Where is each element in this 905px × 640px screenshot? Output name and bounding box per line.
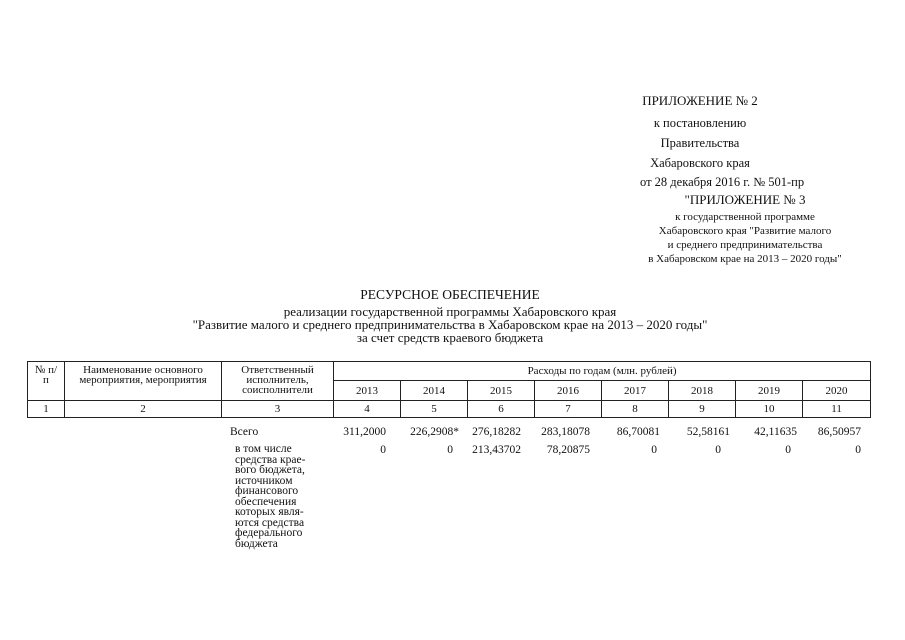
- row-total-value: 42,11635: [754, 426, 797, 438]
- header-year: 2016: [535, 381, 602, 401]
- column-number: 1: [28, 401, 65, 418]
- header-year: 2020: [803, 381, 871, 401]
- row-total-value: 283,18078: [541, 426, 590, 438]
- row-sub-value: 0: [447, 444, 453, 456]
- appendix-3-block: [620, 192, 870, 264]
- column-number: 3: [222, 401, 334, 418]
- row-total-value: 311,2000: [343, 426, 386, 438]
- document-subtitle: [110, 305, 790, 344]
- subtitle-line-1: реализации государственной программы Хабаровского края: [283, 304, 617, 319]
- row-sub-value: 0: [380, 444, 386, 456]
- column-number: 4: [334, 401, 401, 418]
- appendix-2-title: ПРИЛОЖЕНИЕ № 2: [642, 93, 758, 108]
- row-sub-value: 0: [715, 444, 721, 456]
- row-sub-value: 0: [651, 444, 657, 456]
- appendix-2-line-1: к постановлению: [653, 116, 747, 130]
- header-year: 2013: [334, 381, 401, 401]
- appendix-2-line-3: Хабаровского края: [650, 156, 750, 170]
- header-year: 2015: [468, 381, 535, 401]
- header-year: 2019: [736, 381, 803, 401]
- document-title: РЕСУРСНОЕ ОБЕСПЕЧЕНИЕ: [360, 287, 540, 302]
- row-sub-value: 0: [855, 444, 861, 456]
- row-total-value: 226,2908*: [410, 426, 459, 438]
- row-total-value: 86,50957: [817, 426, 861, 438]
- subtitle-line-3: за счет средств краевого бюджета: [356, 330, 544, 345]
- row-sub-value: 213,43702: [472, 444, 521, 456]
- resource-table: [27, 361, 871, 418]
- header-number: № п/п: [28, 362, 65, 401]
- appendix-2-date: от 28 декабря 2016 г. № 501-пр: [640, 175, 805, 189]
- row-total-value: 86,70081: [616, 426, 660, 438]
- appendix-3-line-1: к государственной программе: [675, 211, 815, 223]
- appendix-3-line-2: Хабаровского края "Развитие малого: [658, 225, 832, 237]
- header-expenses-by-year: Расходы по годам (млн. рублей): [334, 362, 871, 381]
- column-number: 9: [669, 401, 736, 418]
- column-number: 11: [803, 401, 871, 418]
- appendix-3-line-3: и среднего предпринимательства: [667, 239, 823, 251]
- column-number: 5: [401, 401, 468, 418]
- header-year: 2014: [401, 381, 468, 401]
- header-year: 2018: [669, 381, 736, 401]
- row-sub-value: 0: [785, 444, 791, 456]
- header-year: 2017: [602, 381, 669, 401]
- row-total-value: 52,58161: [686, 426, 730, 438]
- appendix-2-line-2: Правительства: [660, 136, 740, 150]
- appendix-3-line-4: в Хабаровском крае на 2013 – 2020 годы": [648, 253, 842, 265]
- header-responsible: Ответственный исполнитель, соисполнители: [222, 362, 334, 401]
- row-total-label: Всего: [230, 426, 259, 438]
- appendix-2-block: [640, 93, 805, 190]
- appendix-3-title: "ПРИЛОЖЕНИЕ № 3: [684, 192, 806, 207]
- column-number: 8: [602, 401, 669, 418]
- subtitle-line-2: "Развитие малого и среднего предпринимательства в Хабаровском крае на 2013 – 2020 годы": [192, 317, 708, 332]
- column-number: 10: [736, 401, 803, 418]
- row-sub-value: 78,20875: [546, 444, 590, 456]
- column-number: 6: [468, 401, 535, 418]
- header-activity-name: Наименование основного мероприятия, мероприятия: [65, 362, 222, 401]
- row-sub-label: в том числе средства крае-вого бюджета, источником финансового обеспечения которых явля-ются средства федерального бюджета: [235, 443, 306, 550]
- row-total-value: 276,18282: [472, 426, 521, 438]
- column-number: 7: [535, 401, 602, 418]
- column-number: 2: [65, 401, 222, 418]
